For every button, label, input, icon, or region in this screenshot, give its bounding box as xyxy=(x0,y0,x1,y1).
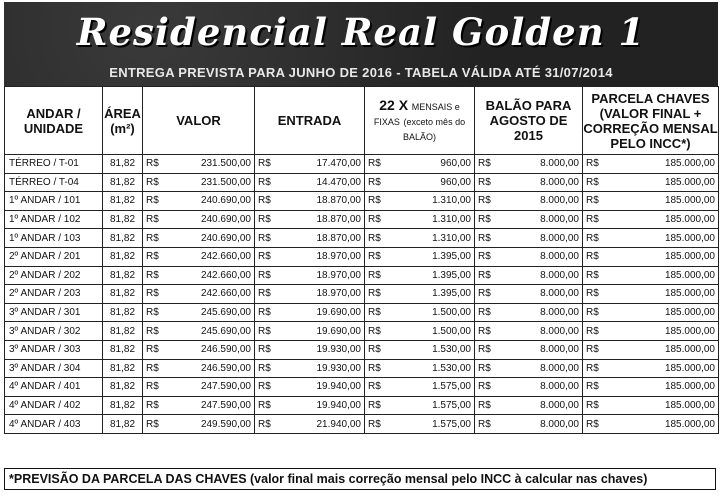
amount: 245.690,00 xyxy=(200,325,251,337)
amount: 19.690,00 xyxy=(316,307,361,319)
cell-value xyxy=(143,322,255,341)
cell-value xyxy=(143,285,255,304)
table-row xyxy=(5,340,719,359)
amount: 19.940,00 xyxy=(316,400,361,412)
currency-symbol: R$ xyxy=(586,344,599,356)
cell-value xyxy=(143,155,255,174)
col-header-keys: PARCELA CHAVES (VALOR FINAL + CORREÇÃO MENSAL PELO INCC*) xyxy=(583,87,719,155)
currency-symbol: R$ xyxy=(258,158,271,170)
currency-symbol: R$ xyxy=(478,214,491,226)
amount: 8.000,00 xyxy=(540,158,579,170)
amount: 8.000,00 xyxy=(540,251,579,263)
amount: 245.690,00 xyxy=(200,307,251,319)
cell-unit: 1º ANDAR / 102 xyxy=(5,210,103,229)
amount: 8.000,00 xyxy=(540,381,579,393)
currency-symbol: R$ xyxy=(146,195,159,207)
currency-symbol: R$ xyxy=(478,288,491,300)
amount: 185.000,00 xyxy=(664,362,715,374)
amount: 185.000,00 xyxy=(664,214,715,226)
currency-symbol: R$ xyxy=(478,400,491,412)
amount: 185.000,00 xyxy=(664,288,715,300)
amount: 185.000,00 xyxy=(664,418,715,430)
cell-value xyxy=(143,229,255,248)
amount: 1.310,00 xyxy=(432,232,471,244)
col-header-unit: ANDAR / UNIDADE xyxy=(5,87,103,155)
cell-monthly xyxy=(365,340,475,359)
amount: 19.930,00 xyxy=(316,344,361,356)
amount: 960,00 xyxy=(440,176,471,188)
cell-keys xyxy=(583,396,719,415)
amount: 185.000,00 xyxy=(664,176,715,188)
amount: 247.590,00 xyxy=(200,400,251,412)
cell-entry xyxy=(255,396,365,415)
cell-entry xyxy=(255,285,365,304)
cell-keys xyxy=(583,285,719,304)
cell-area: 81,82 xyxy=(103,266,143,285)
cell-entry xyxy=(255,359,365,378)
amount: 8.000,00 xyxy=(540,307,579,319)
col-header-area: ÁREA (m²) xyxy=(103,87,143,155)
amount: 185.000,00 xyxy=(664,251,715,263)
table-row xyxy=(5,210,719,229)
amount: 249.590,00 xyxy=(200,418,251,430)
amount: 8.000,00 xyxy=(540,232,579,244)
cell-keys xyxy=(583,155,719,174)
cell-monthly xyxy=(365,155,475,174)
cell-monthly xyxy=(365,303,475,322)
cell-keys xyxy=(583,303,719,322)
currency-symbol: R$ xyxy=(478,325,491,337)
amount: 240.690,00 xyxy=(200,232,251,244)
currency-symbol: R$ xyxy=(258,325,271,337)
amount: 1.530,00 xyxy=(432,362,471,374)
currency-symbol: R$ xyxy=(478,251,491,263)
cell-value xyxy=(143,359,255,378)
cell-unit: TÉRREO / T-01 xyxy=(5,155,103,174)
cell-balloon xyxy=(475,396,583,415)
cell-area: 81,82 xyxy=(103,247,143,266)
cell-monthly xyxy=(365,173,475,192)
col-header-monthly: 22 X MENSAIS e FIXAS (exceto mês do BALÃO) xyxy=(365,87,475,155)
currency-symbol: R$ xyxy=(258,214,271,226)
amount: 185.000,00 xyxy=(664,325,715,337)
currency-symbol: R$ xyxy=(478,269,491,281)
cell-value xyxy=(143,340,255,359)
cell-keys xyxy=(583,173,719,192)
cell-unit: 4º ANDAR / 402 xyxy=(5,396,103,415)
cell-keys xyxy=(583,378,719,397)
currency-symbol: R$ xyxy=(146,251,159,263)
currency-symbol: R$ xyxy=(478,381,491,393)
currency-symbol: R$ xyxy=(478,176,491,188)
cell-balloon xyxy=(475,155,583,174)
cell-balloon xyxy=(475,285,583,304)
currency-symbol: R$ xyxy=(258,400,271,412)
amount: 18.870,00 xyxy=(316,214,361,226)
cell-unit: 3º ANDAR / 302 xyxy=(5,322,103,341)
cell-value xyxy=(143,192,255,211)
amount: 19.930,00 xyxy=(316,362,361,374)
currency-symbol: R$ xyxy=(368,232,381,244)
amount: 8.000,00 xyxy=(540,325,579,337)
amount: 8.000,00 xyxy=(540,362,579,374)
amount: 8.000,00 xyxy=(540,344,579,356)
currency-symbol: R$ xyxy=(258,344,271,356)
cell-value xyxy=(143,378,255,397)
cell-area: 81,82 xyxy=(103,396,143,415)
currency-symbol: R$ xyxy=(368,381,381,393)
currency-symbol: R$ xyxy=(258,362,271,374)
currency-symbol: R$ xyxy=(146,400,159,412)
currency-symbol: R$ xyxy=(146,288,159,300)
cell-balloon xyxy=(475,266,583,285)
table-row xyxy=(5,173,719,192)
currency-symbol: R$ xyxy=(368,251,381,263)
cell-area: 81,82 xyxy=(103,415,143,434)
currency-symbol: R$ xyxy=(146,418,159,430)
cell-monthly xyxy=(365,359,475,378)
currency-symbol: R$ xyxy=(586,158,599,170)
cell-monthly xyxy=(365,247,475,266)
cell-unit: 3º ANDAR / 303 xyxy=(5,340,103,359)
cell-area: 81,82 xyxy=(103,173,143,192)
cell-entry xyxy=(255,415,365,434)
currency-symbol: R$ xyxy=(586,251,599,263)
amount: 18.970,00 xyxy=(316,269,361,281)
page-subtitle: ENTREGA PREVISTA PARA JUNHO DE 2016 - TABELA VÁLIDA ATÉ 31/07/2014 xyxy=(109,65,613,80)
currency-symbol: R$ xyxy=(368,344,381,356)
cell-keys xyxy=(583,229,719,248)
currency-symbol: R$ xyxy=(368,400,381,412)
cell-value xyxy=(143,303,255,322)
cell-entry xyxy=(255,192,365,211)
amount: 8.000,00 xyxy=(540,400,579,412)
cell-value xyxy=(143,173,255,192)
currency-symbol: R$ xyxy=(146,269,159,281)
currency-symbol: R$ xyxy=(146,176,159,188)
cell-entry xyxy=(255,340,365,359)
cell-value xyxy=(143,210,255,229)
amount: 17.470,00 xyxy=(316,158,361,170)
currency-symbol: R$ xyxy=(368,269,381,281)
currency-symbol: R$ xyxy=(368,307,381,319)
cell-entry xyxy=(255,210,365,229)
cell-value xyxy=(143,415,255,434)
cell-unit: 1º ANDAR / 103 xyxy=(5,229,103,248)
currency-symbol: R$ xyxy=(586,269,599,281)
cell-keys xyxy=(583,210,719,229)
currency-symbol: R$ xyxy=(586,325,599,337)
cell-entry xyxy=(255,303,365,322)
currency-symbol: R$ xyxy=(586,176,599,188)
price-table xyxy=(4,86,719,434)
cell-keys xyxy=(583,266,719,285)
currency-symbol: R$ xyxy=(586,288,599,300)
footer-note: *PREVISÃO DA PARCELA DAS CHAVES (valor final mais correção mensal pelo INCC à calcular nas chaves) xyxy=(4,468,716,490)
currency-symbol: R$ xyxy=(368,418,381,430)
currency-symbol: R$ xyxy=(586,381,599,393)
currency-symbol: R$ xyxy=(258,381,271,393)
amount: 8.000,00 xyxy=(540,195,579,207)
cell-entry xyxy=(255,378,365,397)
amount: 1.395,00 xyxy=(432,288,471,300)
table-row xyxy=(5,396,719,415)
cell-area: 81,82 xyxy=(103,155,143,174)
cell-monthly xyxy=(365,322,475,341)
cell-balloon xyxy=(475,378,583,397)
cell-area: 81,82 xyxy=(103,192,143,211)
cell-entry xyxy=(255,173,365,192)
currency-symbol: R$ xyxy=(146,307,159,319)
currency-symbol: R$ xyxy=(586,400,599,412)
col-header-value: VALOR xyxy=(143,87,255,155)
currency-symbol: R$ xyxy=(258,418,271,430)
cell-balloon xyxy=(475,340,583,359)
amount: 185.000,00 xyxy=(664,158,715,170)
amount: 1.395,00 xyxy=(432,269,471,281)
table-row xyxy=(5,378,719,397)
currency-symbol: R$ xyxy=(478,344,491,356)
currency-symbol: R$ xyxy=(146,158,159,170)
currency-symbol: R$ xyxy=(146,325,159,337)
currency-symbol: R$ xyxy=(258,176,271,188)
amount: 185.000,00 xyxy=(664,381,715,393)
amount: 8.000,00 xyxy=(540,176,579,188)
amount: 19.940,00 xyxy=(316,381,361,393)
currency-symbol: R$ xyxy=(258,307,271,319)
amount: 246.590,00 xyxy=(200,344,251,356)
amount: 185.000,00 xyxy=(664,344,715,356)
amount: 185.000,00 xyxy=(664,307,715,319)
cell-monthly xyxy=(365,415,475,434)
currency-symbol: R$ xyxy=(478,418,491,430)
cell-area: 81,82 xyxy=(103,210,143,229)
amount: 185.000,00 xyxy=(664,400,715,412)
currency-symbol: R$ xyxy=(146,381,159,393)
table-row xyxy=(5,322,719,341)
amount: 185.000,00 xyxy=(664,269,715,281)
cell-entry xyxy=(255,229,365,248)
amount: 1.395,00 xyxy=(432,251,471,263)
currency-symbol: R$ xyxy=(586,214,599,226)
currency-symbol: R$ xyxy=(586,232,599,244)
amount: 185.000,00 xyxy=(664,232,715,244)
cell-entry xyxy=(255,247,365,266)
currency-symbol: R$ xyxy=(586,362,599,374)
cell-monthly xyxy=(365,210,475,229)
cell-balloon xyxy=(475,192,583,211)
amount: 8.000,00 xyxy=(540,418,579,430)
table-header-row xyxy=(5,87,719,155)
cell-area: 81,82 xyxy=(103,303,143,322)
cell-balloon xyxy=(475,415,583,434)
cell-monthly xyxy=(365,285,475,304)
cell-monthly xyxy=(365,378,475,397)
amount: 1.310,00 xyxy=(432,195,471,207)
amount: 8.000,00 xyxy=(540,288,579,300)
cell-balloon xyxy=(475,303,583,322)
cell-unit: 2º ANDAR / 202 xyxy=(5,266,103,285)
cell-value xyxy=(143,247,255,266)
table-row xyxy=(5,155,719,174)
cell-unit: 4º ANDAR / 401 xyxy=(5,378,103,397)
cell-entry xyxy=(255,322,365,341)
cell-monthly xyxy=(365,229,475,248)
amount: 1.530,00 xyxy=(432,344,471,356)
table-row xyxy=(5,266,719,285)
cell-keys xyxy=(583,359,719,378)
currency-symbol: R$ xyxy=(258,232,271,244)
cell-keys xyxy=(583,247,719,266)
col-header-balloon: BALÃO PARA AGOSTO DE 2015 xyxy=(475,87,583,155)
currency-symbol: R$ xyxy=(258,269,271,281)
currency-symbol: R$ xyxy=(368,362,381,374)
cell-balloon xyxy=(475,210,583,229)
cell-area: 81,82 xyxy=(103,378,143,397)
cell-keys xyxy=(583,415,719,434)
currency-symbol: R$ xyxy=(586,418,599,430)
table-row xyxy=(5,415,719,434)
cell-value xyxy=(143,396,255,415)
cell-unit: 2º ANDAR / 201 xyxy=(5,247,103,266)
currency-symbol: R$ xyxy=(478,362,491,374)
amount: 242.660,00 xyxy=(200,251,251,263)
table-row xyxy=(5,229,719,248)
currency-symbol: R$ xyxy=(586,195,599,207)
amount: 1.575,00 xyxy=(432,381,471,393)
cell-monthly xyxy=(365,192,475,211)
currency-symbol: R$ xyxy=(478,195,491,207)
currency-symbol: R$ xyxy=(368,288,381,300)
cell-unit: 3º ANDAR / 304 xyxy=(5,359,103,378)
amount: 242.660,00 xyxy=(200,288,251,300)
amount: 1.575,00 xyxy=(432,418,471,430)
currency-symbol: R$ xyxy=(146,344,159,356)
cell-balloon xyxy=(475,173,583,192)
cell-unit: 4º ANDAR / 403 xyxy=(5,415,103,434)
amount: 8.000,00 xyxy=(540,214,579,226)
amount: 1.500,00 xyxy=(432,307,471,319)
table-row xyxy=(5,285,719,304)
cell-unit: 1º ANDAR / 101 xyxy=(5,192,103,211)
table-row xyxy=(5,359,719,378)
cell-balloon xyxy=(475,229,583,248)
cell-entry xyxy=(255,266,365,285)
cell-area: 81,82 xyxy=(103,285,143,304)
currency-symbol: R$ xyxy=(368,195,381,207)
currency-symbol: R$ xyxy=(258,195,271,207)
cell-value xyxy=(143,266,255,285)
currency-symbol: R$ xyxy=(368,176,381,188)
amount: 240.690,00 xyxy=(200,195,251,207)
amount: 18.970,00 xyxy=(316,251,361,263)
cell-unit: 3º ANDAR / 301 xyxy=(5,303,103,322)
cell-area: 81,82 xyxy=(103,359,143,378)
amount: 247.590,00 xyxy=(200,381,251,393)
cell-monthly xyxy=(365,266,475,285)
amount: 14.470,00 xyxy=(316,176,361,188)
amount: 8.000,00 xyxy=(540,269,579,281)
amount: 231.500,00 xyxy=(200,176,251,188)
amount: 18.870,00 xyxy=(316,232,361,244)
amount: 242.660,00 xyxy=(200,269,251,281)
amount: 21.940,00 xyxy=(316,418,361,430)
table-row xyxy=(5,192,719,211)
cell-unit: 2º ANDAR / 203 xyxy=(5,285,103,304)
cell-balloon xyxy=(475,322,583,341)
amount: 18.870,00 xyxy=(316,195,361,207)
amount: 1.310,00 xyxy=(432,214,471,226)
amount: 185.000,00 xyxy=(664,195,715,207)
cell-keys xyxy=(583,192,719,211)
amount: 1.575,00 xyxy=(432,400,471,412)
currency-symbol: R$ xyxy=(146,232,159,244)
cell-unit: TÉRREO / T-04 xyxy=(5,173,103,192)
currency-symbol: R$ xyxy=(258,251,271,263)
cell-area: 81,82 xyxy=(103,340,143,359)
cell-monthly xyxy=(365,396,475,415)
amount: 246.590,00 xyxy=(200,362,251,374)
cell-area: 81,82 xyxy=(103,229,143,248)
currency-symbol: R$ xyxy=(478,232,491,244)
currency-symbol: R$ xyxy=(368,325,381,337)
amount: 1.500,00 xyxy=(432,325,471,337)
currency-symbol: R$ xyxy=(146,362,159,374)
amount: 960,00 xyxy=(440,158,471,170)
currency-symbol: R$ xyxy=(478,307,491,319)
currency-symbol: R$ xyxy=(258,288,271,300)
col-header-entry: ENTRADA xyxy=(255,87,365,155)
amount: 231.500,00 xyxy=(200,158,251,170)
page-title: Residencial Real Golden 1 xyxy=(76,10,646,54)
currency-symbol: R$ xyxy=(368,214,381,226)
amount: 240.690,00 xyxy=(200,214,251,226)
cell-keys xyxy=(583,340,719,359)
title-banner xyxy=(4,2,718,86)
currency-symbol: R$ xyxy=(586,307,599,319)
cell-area: 81,82 xyxy=(103,322,143,341)
cell-entry xyxy=(255,155,365,174)
currency-symbol: R$ xyxy=(478,158,491,170)
cell-keys xyxy=(583,322,719,341)
amount: 19.690,00 xyxy=(316,325,361,337)
table-row xyxy=(5,303,719,322)
cell-balloon xyxy=(475,247,583,266)
amount: 18.970,00 xyxy=(316,288,361,300)
cell-balloon xyxy=(475,359,583,378)
currency-symbol: R$ xyxy=(146,214,159,226)
table-row xyxy=(5,247,719,266)
currency-symbol: R$ xyxy=(368,158,381,170)
